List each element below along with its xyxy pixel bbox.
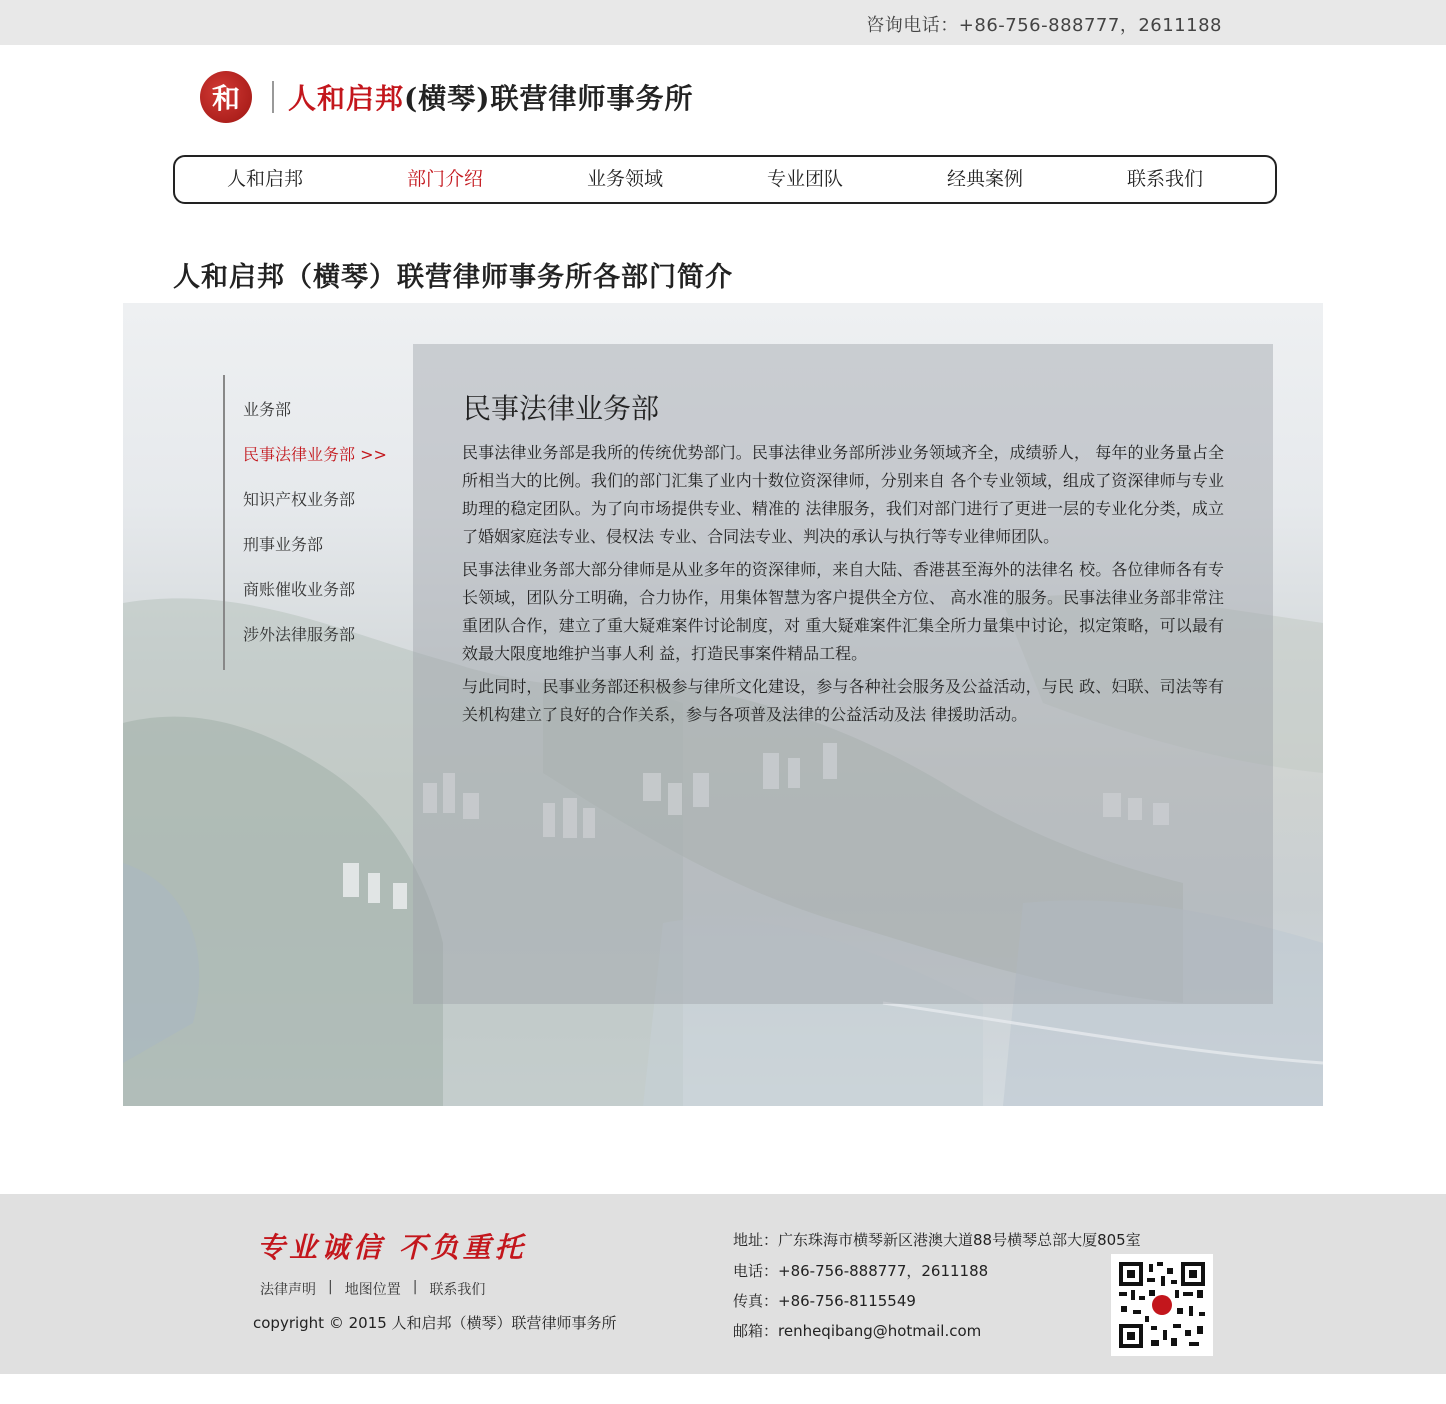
firm-name-dark: (横琴)联营律师事务所 <box>404 82 694 115</box>
side-item-business[interactable]: 业务部 <box>243 400 292 419</box>
footer-phone: 电话：+86-756-888777，2611188 <box>733 1262 989 1280</box>
page-title: 人和启邦（横琴）联营律师事务所各部门简介 <box>173 262 733 293</box>
seal-logo-icon: 和 <box>200 71 252 123</box>
footer-fax: 传真：+86-756-8115549 <box>733 1292 916 1310</box>
qr-code-icon <box>1111 1254 1213 1356</box>
side-item-foreign-law[interactable]: 涉外法律服务部 <box>243 625 356 644</box>
top-bar <box>0 0 1446 45</box>
footer-link-divider: | <box>412 1279 418 1295</box>
firm-name-red: 人和启邦 <box>288 82 405 115</box>
nav-item-departments[interactable]: 部门介绍 <box>406 168 483 190</box>
department-paragraph: 民事法律业务部是我所的传统优势部门。民事法律业务部所涉业务领域齐全，成绩骄人， 每年的业务量占全所相当大的比例。我们的部门汇集了业内十数位资深律师，分别来自 各个专业领域，组成了资深律师与专业助理的稳定团队。为了向市场提供专业、精准的 法律服务，我们对部门进行了更进一层的专业化分类，成立了婚姻家庭法专业、侵权法 专业、合同法专业、判决的承认与执行等专业律师团队。 <box>462 443 1224 546</box>
footer <box>0 1194 1446 1374</box>
nav-item-practice-areas[interactable]: 业务领域 <box>586 168 663 190</box>
department-paragraph: 民事法律业务部大部分律师是从业多年的资深律师，来自大陆、香港甚至海外的法律名 校。各位律师各有专长领域，团队分工明确，合力协作，用集体智慧为客户提供全方位、 高水准的服务。民事法律业务部非常注重团队合作，建立了重大疑难案件讨论制度，对 重大疑难案件汇集全所力量集中讨论，拟定策略，可以最有效最大限度地维护当事人利 益，打造民事案件精品工程。 <box>462 560 1224 663</box>
side-item-criminal[interactable]: 刑事业务部 <box>243 535 324 554</box>
footer-links <box>260 1279 485 1299</box>
nav-item-contact[interactable]: 联系我们 <box>1126 168 1203 190</box>
footer-email[interactable]: 邮箱：renheqibang@hotmail.com <box>733 1322 982 1340</box>
footer-link-divider: | <box>328 1279 333 1295</box>
footer-link-map[interactable]: 地图位置 <box>344 1282 401 1298</box>
side-item-ip[interactable]: 知识产权业务部 <box>243 490 356 509</box>
consult-phone: 咨询电话：+86-756-888777，2611188 <box>866 15 1222 36</box>
department-title: 民事法律业务部 <box>463 392 660 425</box>
main-nav <box>173 155 1277 204</box>
footer-slogan: 专业诚信 不负重托 <box>257 1231 527 1264</box>
side-item-debt-collection[interactable]: 商账催收业务部 <box>243 580 356 599</box>
footer-link-legal[interactable]: 法律声明 <box>260 1282 316 1298</box>
logo-divider <box>272 81 274 113</box>
department-paragraph: 与此同时，民事业务部还积极参与律所文化建设，参与各种社会服务及公益活动，与民 政、妇联、司法等有关机构建立了良好的合作关系，参与各项普及法律的公益活动及法 律援助活动。 <box>462 677 1224 724</box>
footer-link-contact[interactable]: 联系我们 <box>429 1282 486 1298</box>
side-item-civil-law[interactable]: 民事法律业务部 >> <box>243 445 387 464</box>
nav-item-home[interactable]: 人和启邦 <box>226 168 303 190</box>
firm-name <box>288 77 694 117</box>
nav-item-cases[interactable]: 经典案例 <box>946 168 1023 190</box>
department-content-panel <box>413 344 1273 1004</box>
department-side-menu <box>223 375 413 670</box>
footer-address: 地址：广东珠海市横琴新区港澳大道88号横琴总部大厦805室 <box>733 1231 1141 1249</box>
site-logo[interactable] <box>200 70 694 124</box>
copyright: copyright © 2015 人和启邦（横琴）联营律师事务所 <box>253 1314 617 1332</box>
nav-item-team[interactable]: 专业团队 <box>766 168 843 190</box>
